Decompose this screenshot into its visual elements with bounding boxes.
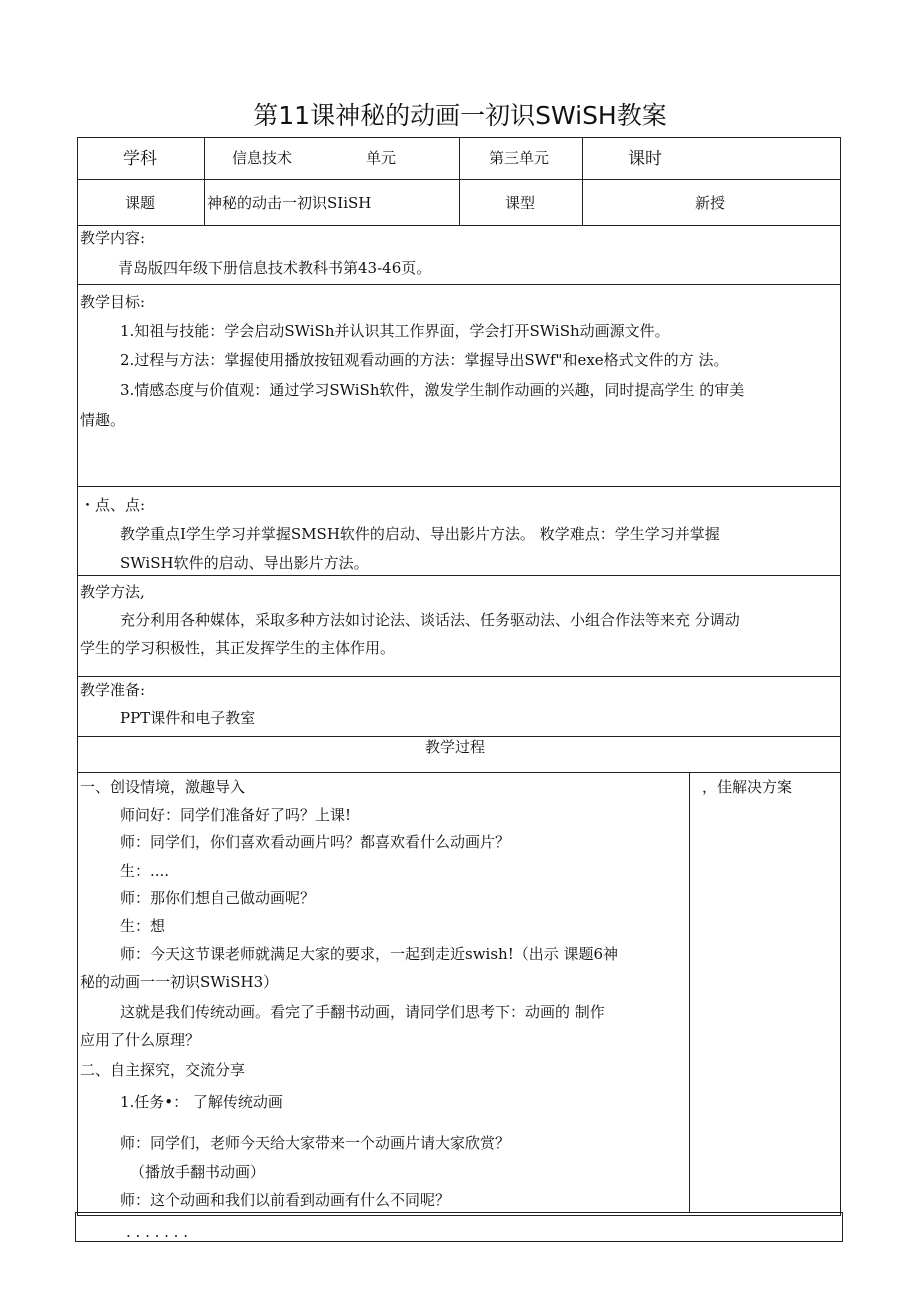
process-heading: 教学过程: [425, 738, 486, 756]
process-side-heading: ，佳解决方案: [702, 778, 793, 796]
topic-value: 神秘的动击一初识SIiSH: [207, 194, 372, 212]
subject-label: 学科: [123, 149, 157, 169]
goal-item: 情趣。: [80, 411, 126, 429]
row-divider: [77, 575, 841, 576]
process-line: 1.任务•： 了解传统动画: [120, 1093, 283, 1111]
process-line: 师问好：同学们准备好了吗？上课!: [120, 806, 352, 824]
type-label: 课型: [505, 194, 536, 212]
process-line: 生：....: [120, 862, 170, 880]
process-line: 这就是我们传统动画。看完了手翻书动画，请同学们思考下：动画的 制作: [120, 1003, 605, 1021]
content-heading: 教学内容:: [80, 229, 146, 247]
row-divider: [77, 225, 841, 226]
process-line: 师：同学们，老师今天给大家带来一个动画片请大家欣赏？: [120, 1134, 511, 1152]
keypoints-line: SWiSH软件的启动、导出影片方法。: [120, 554, 369, 572]
subject-value: 信息技术: [232, 149, 293, 167]
page-title: 第11课神秘的动画一初识SWiSH教案: [253, 101, 667, 130]
process-line: 师：那你们想自己做动画呢？: [120, 889, 316, 907]
col-divider: [204, 137, 205, 225]
process-line: （播放手翻书动画）: [130, 1163, 266, 1181]
goal-item: 3.情感态度与价值观：通过学习SWiSh软件，激发学生制作动画的兴趣，同时提高学生 的审美: [120, 381, 745, 399]
goals-heading: 教学目标:: [80, 293, 146, 311]
process-line: 师：今天这节课老师就满足大家的要求，一起到走近swish!（出示 课题6神: [120, 945, 619, 963]
goal-item: 2.过程与方法：掌握使用播放按钮观看动画的方法：掌握导出SWf"和exe格式文件的方 法。: [120, 351, 729, 369]
unit-label: 单元: [366, 149, 397, 167]
row-divider: [77, 486, 841, 487]
type-value: 新授: [695, 194, 726, 212]
keypoints-heading: ・点、点:: [80, 496, 146, 514]
col-divider: [582, 137, 583, 225]
unit-value: 第三单元: [489, 149, 550, 167]
process-line: 师：这个动画和我们以前看到动画有什么不同呢？: [120, 1191, 451, 1209]
process-line: 生：想: [120, 917, 166, 935]
topic-label: 课题: [125, 194, 156, 212]
content-text: 青岛版四年级下册信息技术教科书第43-46页。: [118, 259, 432, 277]
process-line: 秘的动画一一初识SWiSH3）: [80, 973, 279, 991]
process-line: 一、创设情境，激趣导入: [80, 778, 246, 796]
row-divider: [77, 676, 841, 677]
method-line: 充分利用各种媒体，采取多种方法如讨论法、谈话法、任务驱动法、小组合作法等来充 分调动: [120, 611, 740, 629]
process-footer: . . . . . . .: [126, 1223, 188, 1241]
row-divider: [77, 772, 841, 773]
method-line: 学生的学习积极性，其正发挥学生的主体作用。: [80, 639, 396, 657]
period-label: 课时: [628, 149, 662, 169]
process-line: 应用了什么原理？: [80, 1031, 201, 1049]
prep-text: PPT课件和电子教室: [120, 709, 256, 727]
process-line: 二、自主探究，交流分享: [80, 1061, 246, 1079]
method-heading: 教学方法,: [80, 583, 145, 601]
col-divider: [689, 772, 690, 1212]
col-divider: [459, 137, 460, 225]
goal-item: 1.知祖与技能：学会启动SWiSh并认识其工作界面，学会打开SWiSh动画源文件。: [120, 322, 670, 340]
row-divider: [77, 284, 841, 285]
process-line: 师：同学们，你们喜欢看动画片吗？都喜欢看什么动画片？: [120, 833, 511, 851]
keypoints-line: 教学重点I学生学习并掌握SMSH软件的启动、导出影片方法。 敉学难点：学生学习并掌握: [120, 525, 720, 543]
footer-box: [75, 1212, 843, 1242]
prep-heading: 教学准备:: [80, 681, 146, 699]
